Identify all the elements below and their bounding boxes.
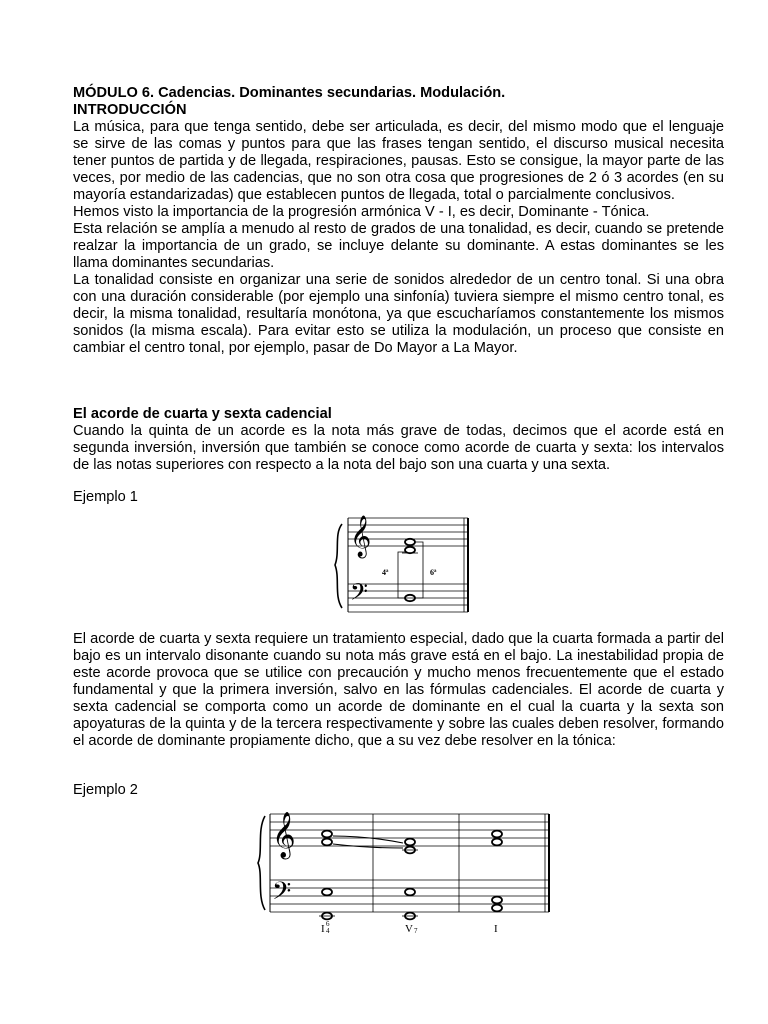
section-heading: El acorde de cuarta y sexta cadencial <box>73 406 332 422</box>
figure-6: 6 <box>326 920 330 928</box>
treble-clef-icon: 𝄞 <box>350 516 372 556</box>
whole-note <box>492 831 502 838</box>
whole-note <box>492 839 502 846</box>
whole-note <box>492 905 502 912</box>
intro-paragraph-1: La música, para que tenga sentido, debe ser articulada, es decir, del mismo modo que el lenguaje se sirve de las comas y puntos para que las frases tengan sentido, el discurso musical necesita tener puntos de partida y de llegada, respiraciones, pausas. Esto se consigue, la mayor parte de las veces, por medio de las cadencias, que no son otra cosa que progresiones de 2 ó 3 acordes (en su mayoría estandarizadas) que establecen puntos de llegada, total o parcialmente conclusivos. <box>73 119 724 203</box>
intro-paragraph-4: La tonalidad consiste en organizar una serie de sonidos alrededor de un centro tonal. Si una obra con una duración considerable (por ejemplo una sinfonía) tuviera siempre el mismo centro tonal, es decir, la misma tonalidad, resultaría monótona, ya que escucharíamos constantemente los mismos sonidos (la misma escala). Para evitar esto se utiliza la modulación, un proceso que consiste en cambiar el centro tonal, por ejemplo, pasar de Do Mayor a La Mayor. <box>73 272 724 356</box>
section-paragraph-2: El acorde de cuarta y sexta requiere un tratamiento especial, dado que la cuarta formada a partir del bajo es un intervalo disonante cuando su nota más grave está en el bajo. La inestabilidad propia de este acorde provoca que se utilice con precaución y mucho menos frecuentemente que el estado fundamental y que la primera inversión, salvo en las fórmulas cadenciales. El acorde de cuarta y sexta cadencial se comporta como un acorde de dominante en el cual la cuarta y la sexta son apoyaturas de la quinta y de la tercera respectivamente y sobre las cuales deben resolver, formando el acorde de dominante propiamente dicho, que a su vez debe resolver en la tónica: <box>73 631 724 749</box>
roman-numeral-3: I <box>494 923 498 935</box>
bass-clef-icon: 𝄢 <box>350 580 369 611</box>
intro-section <box>73 85 724 357</box>
figure-4: 4 <box>326 927 330 935</box>
example1-label-block <box>73 489 724 506</box>
grand-staff-brace-icon <box>258 816 265 910</box>
example2-score <box>255 806 555 938</box>
cadential-explanation <box>73 631 724 750</box>
section-paragraph-1: Cuando la quinta de un acorde es la nota más grave de todas, decimos que el acorde está en segunda inversión, inversión que también se conoce como acorde de cuarta y sexta: los intervalos de las notas superiores con respecto a la nota del bajo son una cuarta y una sexta. <box>73 423 724 473</box>
whole-note <box>405 889 415 896</box>
roman-numeral-2: V <box>405 923 413 935</box>
whole-note <box>405 547 415 553</box>
intro-heading: INTRODUCCIÓN <box>73 102 187 118</box>
example1-score <box>330 512 480 618</box>
example1-label: Ejemplo 1 <box>73 489 138 505</box>
example2-label-block <box>73 782 724 799</box>
whole-note <box>322 839 332 846</box>
example2-label: Ejemplo 2 <box>73 782 138 798</box>
grand-staff-brace-icon <box>335 524 342 608</box>
intro-paragraph-2: Hemos visto la importancia de la progresión armónica V - I, es decir, Dominante - Tónica. <box>73 204 650 220</box>
page-title: MÓDULO 6. Cadencias. Dominantes secundarias. Modulación. <box>73 85 506 101</box>
bass-clef-icon: 𝄢 <box>272 878 292 911</box>
whole-note <box>322 831 332 838</box>
cadential-section <box>73 406 724 474</box>
roman-numeral-1: I <box>321 923 325 935</box>
whole-note <box>322 889 332 896</box>
interval-fourth-label: 4ª <box>382 568 389 577</box>
whole-note <box>405 539 415 545</box>
whole-note <box>405 839 415 846</box>
figure-7: 7 <box>414 927 418 935</box>
whole-note <box>492 897 502 904</box>
intro-paragraph-3: Esta relación se amplía a menudo al resto de grados de una tonalidad, es decir, cuando se pretende realzar la importancia de un grado, se incluye delante su dominante. A estas dominantes se les llama dominantes secundarias. <box>73 221 724 271</box>
treble-clef-icon: 𝄞 <box>272 812 296 857</box>
interval-sixth-label: 6ª <box>430 568 437 577</box>
tie <box>333 836 403 843</box>
treble-staff <box>270 814 549 846</box>
